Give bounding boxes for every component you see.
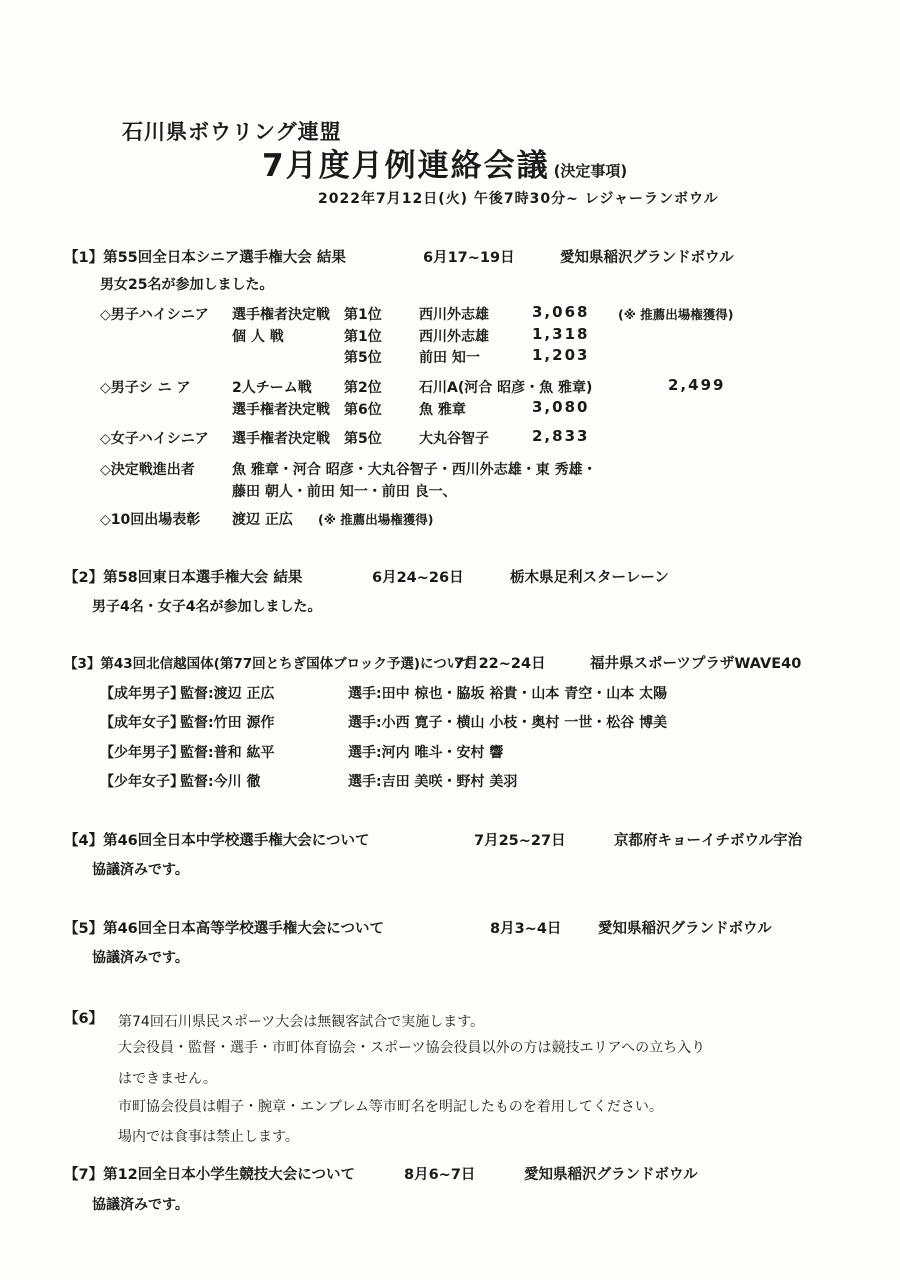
s5-heading: 【5】第46回全日本高等学校選手権大会について <box>64 921 384 937</box>
s1-r8-name: 渡辺 正広 <box>232 512 293 528</box>
s7-date: 8月6~7日 <box>404 1167 476 1183</box>
s6-line: 市町協会役員は帽子・腕章・エンブレム等市町名を明記したものを着用してください。 <box>118 1099 663 1115</box>
s1-r7-names-line1: 魚 雅章・河合 昭彦・大丸谷智子・西川外志雄・東 秀雄・ <box>232 462 597 478</box>
s1-r4-name: 石川A(河合 昭彦・魚 雅章) <box>419 380 593 396</box>
s1-heading: 【1】第55回全日本シニア選手権大会 結果 <box>64 250 346 266</box>
s3-team-label: 【少年男子】 <box>100 745 184 761</box>
s7-body: 協議済みです。 <box>92 1197 189 1213</box>
s6-line: はできません。 <box>118 1071 217 1087</box>
s5-body: 協議済みです。 <box>92 950 189 966</box>
s3-heading: 【3】第43回北信越国体(第77回とちぎ国体ブロック予選)について <box>64 656 474 672</box>
s6-label: 【6】 <box>64 1011 104 1027</box>
s1-r2-event: 個 人 戦 <box>232 329 284 345</box>
s5-date: 8月3~4日 <box>490 921 562 937</box>
s1-r1-rank: 第1位 <box>344 307 382 323</box>
s3-team-coach: 監督:普和 紘平 <box>180 745 275 761</box>
s1-r5-event: 選手権者決定戦 <box>232 402 330 418</box>
s1-r4-rank: 第2位 <box>344 380 382 396</box>
s1-r2-name: 西川外志雄 <box>419 329 489 345</box>
s3-team-label: 【少年女子】 <box>100 774 184 790</box>
s1-r1-score: 3,068 <box>532 303 590 321</box>
s7-venue: 愛知県稲沢グランドボウル <box>524 1167 698 1183</box>
s3-team-coach: 監督:今川 徹 <box>180 774 261 790</box>
s1-r6-rank: 第5位 <box>344 431 382 447</box>
org-name: 石川県ボウリング連盟 <box>122 120 342 144</box>
s1-r7-names-line2: 藤田 朝人・前田 知一・前田 良一、 <box>232 484 457 500</box>
s2-date: 6月24~26日 <box>372 570 464 586</box>
s1-r1-name: 西川外志雄 <box>419 307 489 323</box>
s1-r5-rank: 第6位 <box>344 402 382 418</box>
s2-intro: 男子4名・女子4名が参加しました。 <box>92 599 322 615</box>
s6-line: 場内では食事は禁止します。 <box>118 1129 299 1145</box>
s4-date: 7月25~27日 <box>474 833 566 849</box>
s1-r3-score: 1,203 <box>532 346 590 364</box>
s7-heading: 【7】第12回全日本小学生競技大会について <box>64 1167 355 1183</box>
page-title <box>262 140 627 185</box>
meeting-meta: 2022年7月12日(火) 午後7時30分~ レジャーランボウル <box>318 191 719 207</box>
s5-venue: 愛知県稲沢グランドボウル <box>598 921 772 937</box>
s1-r1-note: (※ 推薦出場権獲得) <box>618 307 734 322</box>
s1-r5-name: 魚 雅章 <box>419 402 466 418</box>
s3-date: 7月22~24日 <box>454 656 546 672</box>
s1-r2-score: 1,318 <box>532 325 590 343</box>
s1-r7-category: ◇決定戦進出者 <box>100 462 195 478</box>
s4-body: 協議済みです。 <box>92 862 189 878</box>
s2-venue: 栃木県足利スターレーン <box>510 570 669 586</box>
s1-r1-event: 選手権者決定戦 <box>232 307 330 323</box>
s1-r3-rank: 第5位 <box>344 350 382 366</box>
s3-team-coach: 監督:渡辺 正広 <box>180 686 275 702</box>
s1-r6-event: 選手権者決定戦 <box>232 431 330 447</box>
s1-r6-name: 大丸谷智子 <box>419 431 489 447</box>
s1-date: 6月17~19日 <box>423 250 515 266</box>
s3-team-players: 選手:田中 椋也・脇坂 裕貴・山本 青空・山本 太陽 <box>348 686 668 702</box>
title-main: 7月度月例連絡会議 <box>262 148 550 184</box>
s3-team-label: 【成年女子】 <box>100 715 184 731</box>
s1-r5-score: 3,080 <box>532 398 590 416</box>
s2-heading: 【2】第58回東日本選手権大会 結果 <box>64 570 303 586</box>
s1-r8-note: (※ 推薦出場権獲得) <box>318 512 434 527</box>
s4-heading: 【4】第46回全日本中学校選手権大会について <box>64 833 370 849</box>
s3-team-coach: 監督:竹田 源作 <box>180 715 275 731</box>
s1-r2-rank: 第1位 <box>344 329 382 345</box>
s3-venue: 福井県スポーツプラザWAVE40 <box>590 656 802 672</box>
title-sub: (決定事項) <box>553 162 628 180</box>
s1-intro: 男女25名が参加しました。 <box>100 277 274 293</box>
s3-team-players: 選手:小西 寛子・横山 小枝・奥村 一世・松谷 博美 <box>348 715 668 731</box>
s6-line: 第74回石川県民スポーツ大会は無観客試合で実施します。 <box>118 1014 485 1030</box>
s6-line: 大会役員・監督・選手・市町体育協会・スポーツ協会役員以外の方は競技エリアへの立ち入り <box>118 1040 706 1056</box>
s1-r3-name: 前田 知一 <box>419 350 480 366</box>
s1-venue: 愛知県稲沢グランドボウル <box>560 250 734 266</box>
s1-r6-category: ◇女子ハイシニア <box>100 431 209 447</box>
s4-venue: 京都府キョーイチボウル宇治 <box>614 833 803 849</box>
s1-r8-category: ◇10回出場表彰 <box>100 512 201 528</box>
s1-r6-score: 2,833 <box>532 427 590 445</box>
s1-r1-category: ◇男子ハイシニア <box>100 307 209 323</box>
s1-r4-event: 2人チーム戦 <box>232 380 312 396</box>
s1-r4-category: ◇男子シ ニ ア <box>100 380 191 396</box>
s3-team-players: 選手:河内 唯斗・安村 響 <box>348 745 504 761</box>
s1-r4-score: 2,499 <box>668 376 726 394</box>
s3-team-players: 選手:吉田 美咲・野村 美羽 <box>348 774 518 790</box>
s3-team-label: 【成年男子】 <box>100 686 184 702</box>
